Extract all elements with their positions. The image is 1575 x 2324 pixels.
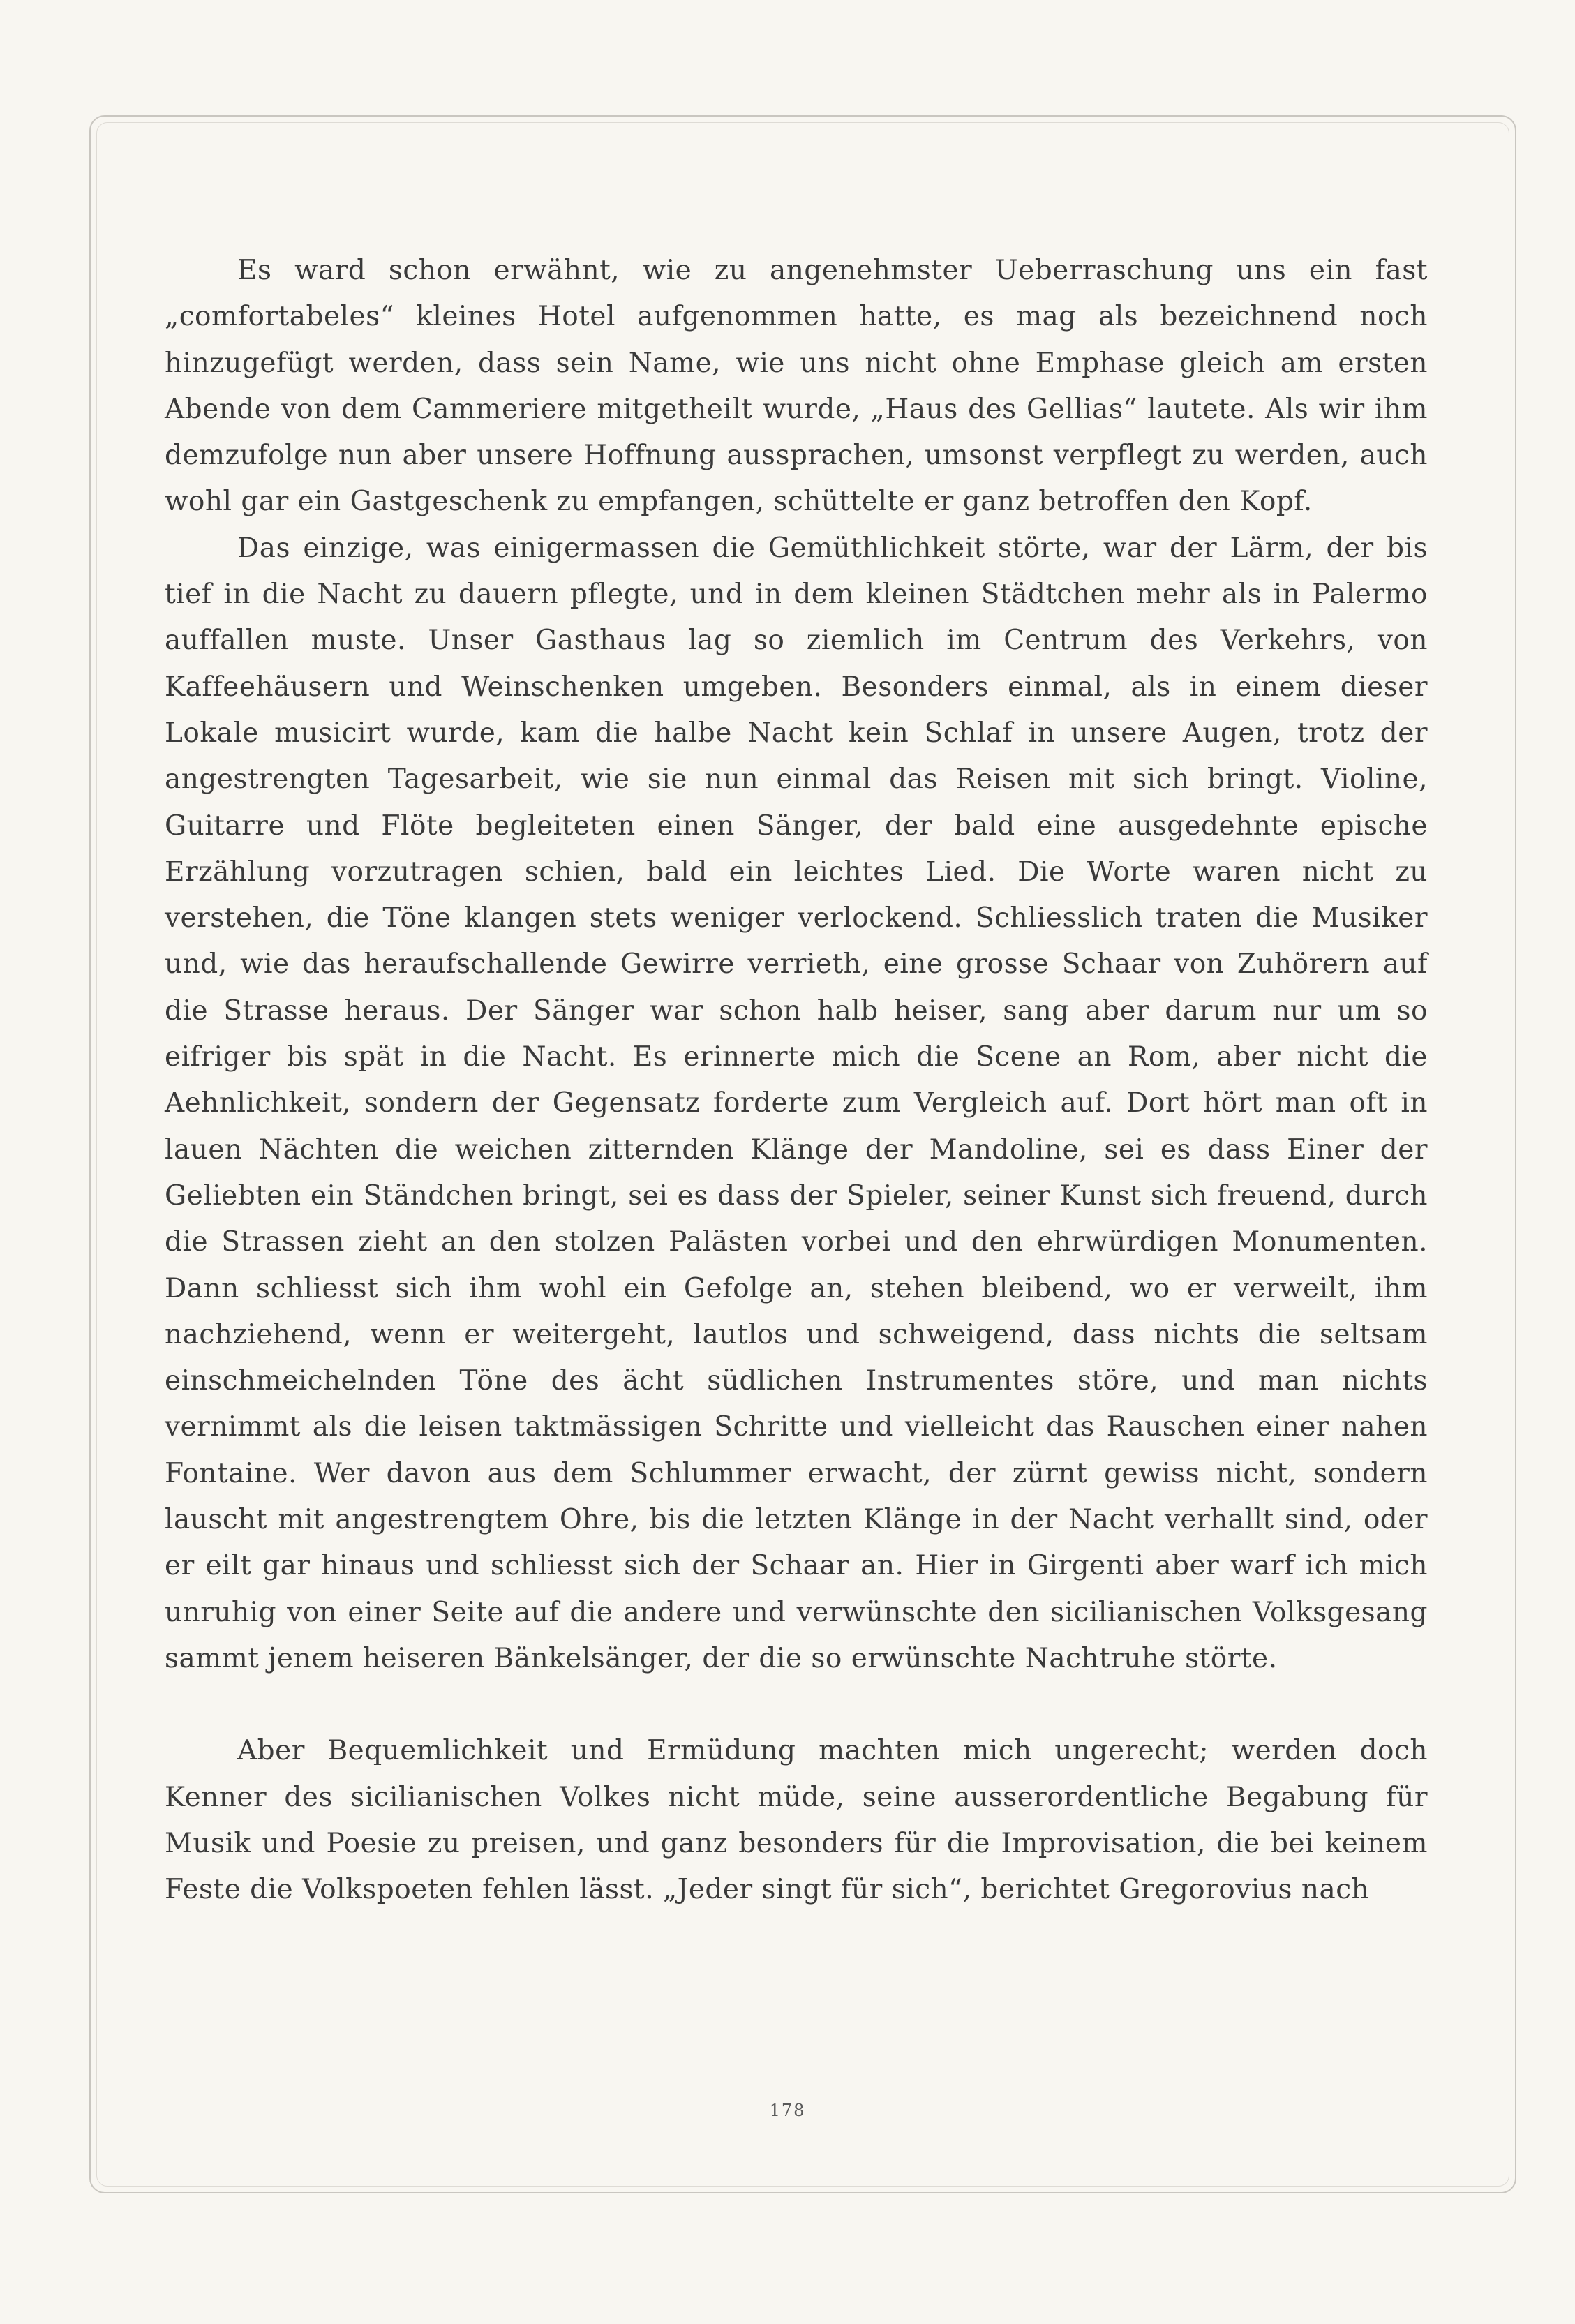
body-text <box>165 248 1428 1913</box>
paragraph: Aber Bequemlichkeit und Ermüdung machten mich ungerecht; werden doch Kenner des sicilianischen Volkes nicht müde, seine ausserordentliche Begabung für Musik und Poesie zu preisen, und ganz besonders für die Improvisation, die bei keinem Feste die Volkspoeten fehlen lässt. „Jeder singt für sich“, berichtet Gregorovius nach <box>165 1735 1428 1906</box>
page-number: 178 <box>769 2101 806 2120</box>
paragraph: Es ward schon erwähnt, wie zu angenehmster Ueberraschung uns ein fast „comfortabeles“ kleines Hotel aufgenommen hatte, es mag als bezeichnend noch hinzugefügt werden, dass sein Name, wie uns nicht ohne Emphase gleich am ersten Abende von dem Cammeriere mitgetheilt wurde, „Haus des Gellias“ lautete. Als wir ihm demzufolge nun aber unsere Hoffnung aussprachen, umsonst verpflegt zu werden, auch wohl gar ein Gastgeschenk zu empfangen, schüttelte er ganz betroffen den Kopf. <box>165 255 1428 518</box>
paragraph: Das einzige, was einigermassen die Gemüthlichkeit störte, war der Lärm, der bis tief in die Nacht zu dauern pflegte, und in dem kleinen Städtchen mehr als in Palermo auffallen muste. Unser Gasthaus lag so ziemlich im Centrum des Verkehrs, von Kaffeehäusern und Weinschenken umgeben. Besonders einmal, als in einem dieser Lokale musicirt wurde, kam die halbe Nacht kein Schlaf in unsere Augen, trotz der angestrengten Tagesarbeit, wie sie nun einmal das Reisen mit sich bringt. Violine, Guitarre und Flöte begleiteten einen Sänger, der bald eine ausgedehnte epische Erzählung vorzutragen schien, bald ein leichtes Lied. Die Worte waren nicht zu verstehen, die Töne klangen stets weniger verlockend. Schliesslich traten die Musiker und, wie das heraufschallende Gewirre verrieth, eine grosse Schaar von Zuhörern auf die Strasse heraus. Der Sänger war schon halb heiser, sang aber darum nur um so eifriger bis spät in die Nacht. Es erinnerte mich die Scene an Rom, aber nicht die Aehnlichkeit, sondern der Gegensatz forderte zum Vergleich auf. Dort hört man oft in lauen Nächten die weichen zitternden Klänge der Mandoline, sei es dass Einer der Geliebten ein Ständchen bringt, sei es dass der Spieler, seiner Kunst sich freuend, durch die Strassen zieht an den stolzen Palästen vorbei und den ehrwürdigen Monumenten. Dann schliesst sich ihm wohl ein Gefolge an, stehen bleibend, wo er verweilt, ihm nachziehend, wenn er weitergeht, lautlos und schweigend, dass nichts die seltsam einschmeichelnden Töne des ächt südlichen Instrumentes störe, und man nichts vernimmt als die leisen taktmässigen Schritte und vielleicht das Rauschen einer nahen Fontaine. Wer davon aus dem Schlummer erwacht, der zürnt gewiss nicht, sondern lauscht mit angestrengtem Ohre, bis die letzten Klänge in der Nacht verhallt sind, oder er eilt gar hinaus und schliesst sich der Schaar an. Hier in Girgenti aber warf ich mich unruhig von einer Seite auf die andere und verwünschte den sicilianischen Volksgesang sammt jenem heiseren Bänkelsänger, der die so erwünschte Nachtruhe störte. <box>165 532 1428 1674</box>
